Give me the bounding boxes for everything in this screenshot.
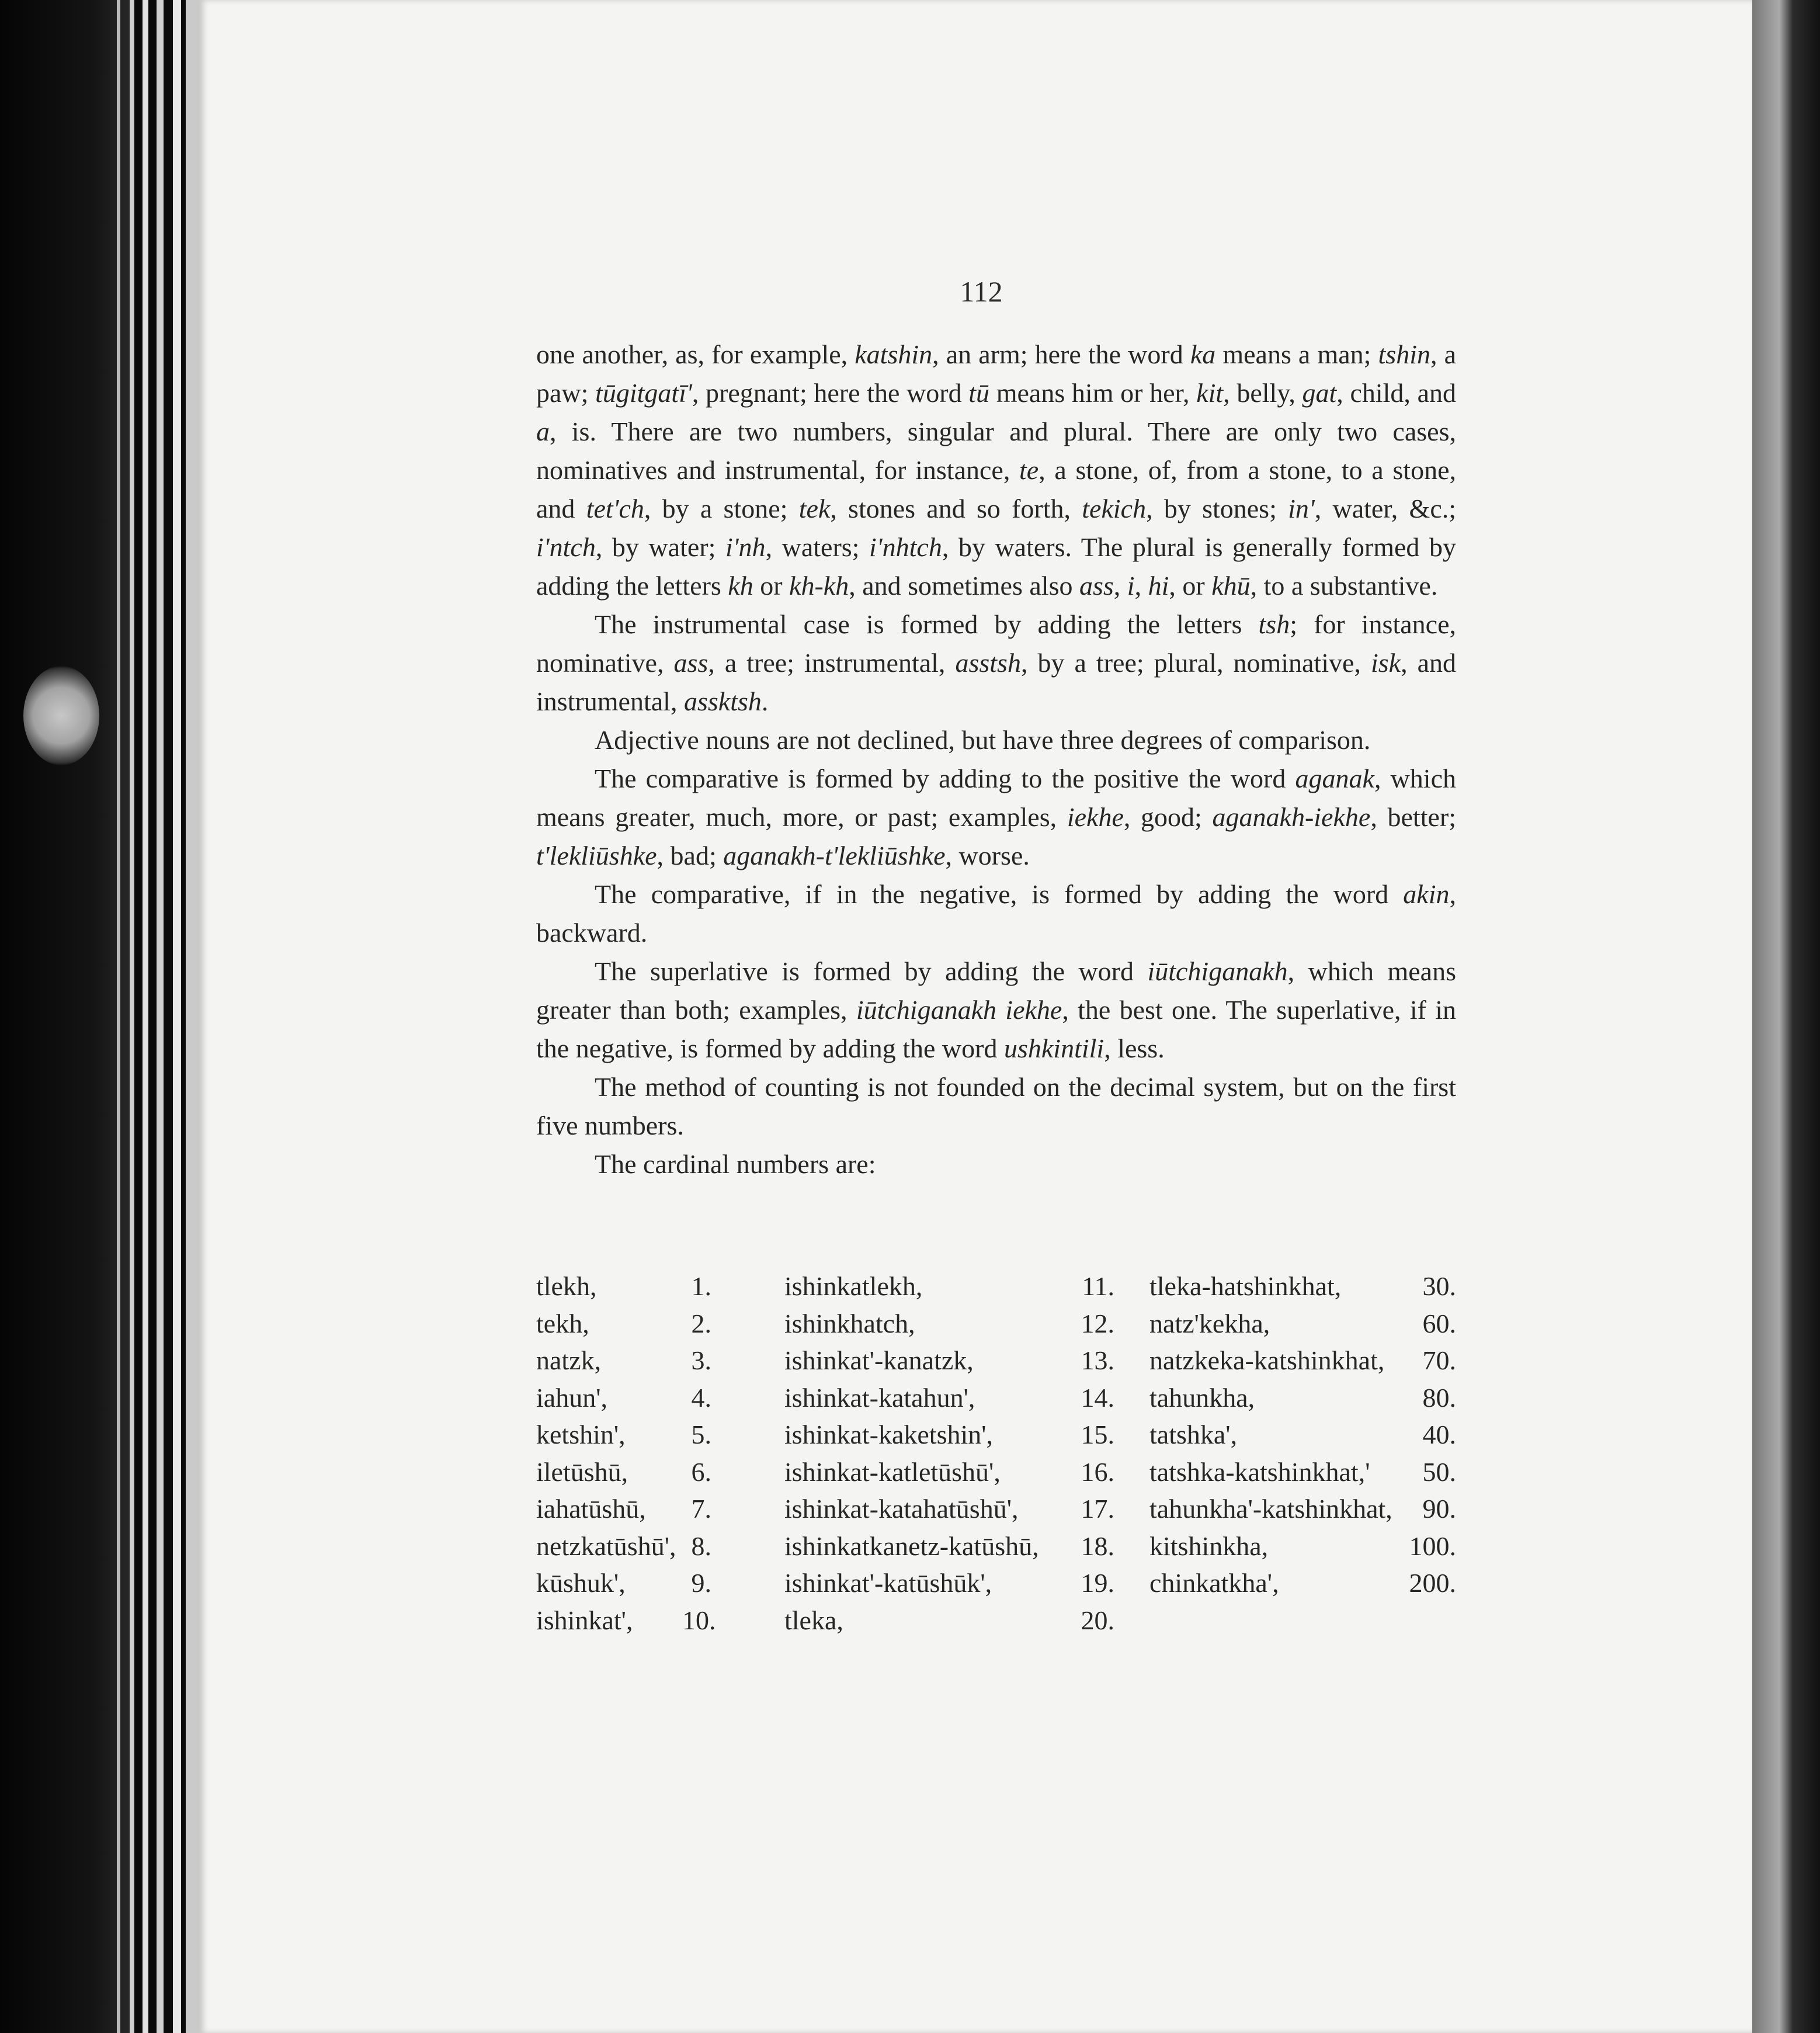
italic-term: i'ntch [536, 532, 596, 562]
text-run: , or [1169, 571, 1212, 601]
text-run: The comparative is formed by adding to the positive the word [595, 764, 1295, 793]
number-word: ishinkatkanetz-katūshū, [784, 1531, 1039, 1561]
text-run: means a man; [1215, 339, 1378, 369]
italic-term: asstsh [955, 648, 1021, 678]
number-value: 2. [691, 1308, 711, 1338]
text-run: The instrumental case is formed by adding the letters [595, 609, 1259, 639]
italic-term: te [1019, 455, 1039, 485]
italic-term: iūtchiganakh [1147, 956, 1288, 986]
paragraph [536, 335, 1456, 605]
text-run: one another, as, for example, [536, 339, 855, 369]
italic-term: ushkintili [1003, 1033, 1104, 1063]
italic-term: khū [1211, 571, 1251, 601]
text-run: ; for instance, nominative, [536, 609, 1456, 678]
number-value: 8. [691, 1531, 711, 1561]
cardinal-numbers-table [536, 1268, 1459, 1639]
number-value: 100. [1409, 1531, 1456, 1561]
text-run: , which means greater, much, more, or past; examples, [536, 764, 1456, 832]
number-word: ishinkat-katahatūshū', [784, 1494, 1019, 1524]
page-fringe [117, 0, 120, 2033]
text-run: Adjective nouns are not declined, but have three degrees of comparison. [595, 725, 1371, 755]
text-run: , worse. [945, 841, 1030, 870]
number-word: ishinkat-katletūshū', [784, 1456, 1001, 1487]
text-run: , bad; [657, 841, 724, 870]
italic-term: akin [1403, 879, 1450, 909]
text-run: means him or her, [989, 378, 1197, 408]
italic-term: tek [798, 494, 831, 523]
number-word: natzk, [536, 1345, 602, 1375]
italic-term: assktsh [683, 686, 762, 716]
number-word: chinkatkha', [1149, 1568, 1279, 1598]
paper-stain [23, 666, 99, 765]
italic-term: tshin [1378, 339, 1430, 369]
number-row [536, 1528, 1459, 1565]
text-run: The method of counting is not founded on the decimal system, but on the first five numbers. [536, 1072, 1456, 1140]
number-word: kitshinkha, [1149, 1531, 1269, 1561]
paragraph [536, 721, 1456, 759]
page-fringe [157, 0, 164, 2033]
text-run: , better; [1370, 802, 1456, 832]
text-run: , a stone, of, from a stone, to a stone, and [536, 455, 1457, 523]
number-value: 3. [691, 1345, 711, 1375]
number-word: ishinkat-katahun', [784, 1382, 975, 1413]
page-fringe [143, 0, 148, 2033]
text-run: , and sometimes also [849, 571, 1079, 601]
italic-term: kh [728, 571, 753, 601]
text-run: , a paw; [536, 339, 1456, 408]
italic-term: aganakh-t'lekliūshke [723, 841, 946, 870]
number-word: tatshka-katshinkhat,' [1149, 1456, 1370, 1487]
number-value: 19. [1081, 1568, 1114, 1598]
number-row [536, 1305, 1459, 1342]
number-word: ishinkat'-kanatzk, [784, 1345, 974, 1375]
text-run: , and instrumental, [536, 648, 1456, 716]
text-run: , waters; [765, 532, 870, 562]
body-text [536, 335, 1456, 1184]
number-value: 10. [682, 1605, 716, 1635]
italic-term: isk [1370, 648, 1401, 678]
number-row [536, 1490, 1459, 1528]
number-word: natzkeka-katshinkhat, [1149, 1345, 1385, 1375]
text-run: , stones and so forth, [830, 494, 1082, 523]
number-value: 13. [1081, 1345, 1114, 1375]
italic-term: tū [968, 378, 990, 408]
text-run: The cardinal numbers are: [595, 1149, 876, 1179]
number-row [536, 1453, 1459, 1491]
number-value: 4. [691, 1382, 711, 1413]
italic-term: aganak [1295, 764, 1374, 793]
number-word: tleka-hatshinkhat, [1149, 1271, 1342, 1301]
text-run: , belly, [1223, 378, 1303, 408]
page-fringe [130, 0, 134, 2033]
number-word: iahatūshū, [536, 1494, 646, 1524]
paragraph [536, 952, 1456, 1068]
number-value: 18. [1081, 1531, 1114, 1561]
number-word: tleka, [784, 1605, 843, 1635]
number-row [536, 1416, 1459, 1453]
number-word: tekh, [536, 1308, 589, 1338]
number-value: 20. [1081, 1605, 1114, 1635]
number-value: 60. [1422, 1308, 1456, 1338]
number-value: 50. [1422, 1456, 1456, 1487]
number-word: tahunkha'-katshinkhat, [1149, 1494, 1392, 1524]
italic-term: iekhe [1067, 802, 1124, 832]
text-run: , by a tree; plural, nominative, [1020, 648, 1371, 678]
italic-term: katshin [855, 339, 933, 369]
text-run: , by water; [595, 532, 725, 562]
number-value: 80. [1422, 1382, 1456, 1413]
facing-page-edge [1752, 0, 1820, 2033]
number-word: tlekh, [536, 1271, 597, 1301]
number-value: 40. [1422, 1420, 1456, 1449]
number-word: ishinkatlekh, [784, 1271, 923, 1301]
text-run: , a tree; instrumental, [708, 648, 956, 678]
text-run: , backward. [536, 879, 1456, 948]
italic-term: t'lekliūshke [536, 841, 657, 870]
number-row [536, 1268, 1459, 1305]
italic-term: i'nhtch [869, 532, 942, 562]
text-run: , which means greater than both; examples, [536, 956, 1456, 1025]
italic-term: iūtchiganakh iekhe [856, 995, 1062, 1025]
text-run: or [753, 571, 790, 601]
number-word: natz'kekha, [1149, 1308, 1270, 1338]
paragraph [536, 1145, 1456, 1184]
italic-term: i'nh [725, 532, 766, 562]
paragraph [536, 605, 1456, 721]
number-word: ishinkat'-katūshūk', [784, 1568, 992, 1598]
italic-term: tekich [1082, 494, 1147, 523]
page-fringe [173, 0, 181, 2033]
text-run: , pregnant; here the word [692, 378, 969, 408]
italic-term: a [536, 417, 550, 446]
paragraph [536, 875, 1456, 952]
number-word: iletūshū, [536, 1456, 628, 1487]
number-value: 1. [691, 1271, 711, 1301]
page-fringe [186, 0, 199, 2033]
number-value: 16. [1081, 1456, 1114, 1487]
italic-term: ka [1190, 339, 1216, 369]
number-word: ishinkhatch, [784, 1308, 915, 1338]
text-run: , [1134, 571, 1148, 601]
number-value: 30. [1422, 1271, 1456, 1301]
italic-term: gat [1302, 378, 1337, 408]
number-value: 12. [1081, 1308, 1114, 1338]
number-row [536, 1342, 1459, 1379]
text-run: The superlative is formed by adding the word [595, 956, 1148, 986]
italic-term: in' [1288, 494, 1315, 523]
italic-term: ass [1079, 571, 1114, 601]
text-run: , to a substantive. [1250, 571, 1438, 601]
number-word: tahunkha, [1149, 1382, 1255, 1413]
number-word: kūshuk', [536, 1568, 626, 1598]
number-word: tatshka', [1149, 1420, 1238, 1449]
italic-term: aganakh-iekhe [1212, 802, 1371, 832]
number-value: 5. [691, 1420, 711, 1449]
number-value: 14. [1081, 1382, 1114, 1413]
text-run: , child, and [1336, 378, 1457, 408]
text-run: , good; [1123, 802, 1213, 832]
number-word: iahun', [536, 1382, 607, 1413]
number-word: ishinkat-kaketshin', [784, 1420, 994, 1449]
italic-term: kit [1196, 378, 1224, 408]
italic-term: i [1127, 571, 1135, 601]
number-row [536, 1602, 1459, 1639]
book-binding-edge [0, 0, 134, 2033]
italic-term: kh-kh [789, 571, 849, 601]
number-value: 17. [1081, 1494, 1114, 1524]
italic-term: tūgitgatī' [595, 378, 692, 408]
number-value: 6. [691, 1456, 711, 1487]
number-word: netzkatūshū', [536, 1531, 676, 1561]
text-run: , [1113, 571, 1127, 601]
number-word: ketshin', [536, 1420, 626, 1449]
text-run: , by stones; [1146, 494, 1288, 523]
number-value: 90. [1422, 1494, 1456, 1524]
text-run: The comparative, if in the negative, is formed by adding the word [595, 879, 1404, 909]
text-run: , by a stone; [644, 494, 799, 523]
number-word: ishinkat', [536, 1605, 633, 1635]
number-row [536, 1379, 1459, 1417]
text-run: , water, &c.; [1314, 494, 1457, 523]
page-number: 112 [960, 275, 1003, 308]
italic-term: hi [1148, 571, 1169, 601]
italic-term: tet'ch [586, 494, 644, 523]
text-run: , an arm; here the word [932, 339, 1190, 369]
number-value: 11. [1082, 1271, 1114, 1301]
number-row [536, 1564, 1459, 1602]
paragraph [536, 759, 1456, 875]
text-run: , is. There are two numbers, singular and plural. There are only two cases, nominatives and instrumental, for instance, [536, 417, 1456, 485]
number-value: 9. [691, 1568, 711, 1598]
text-run: , by waters. The plural is generally formed by adding the letters [536, 532, 1456, 601]
paragraph [536, 1068, 1456, 1145]
number-value: 200. [1409, 1568, 1456, 1598]
text-run: , the best one. The superlative, if in the negative, is formed by adding the word [536, 995, 1457, 1063]
italic-term: ass [673, 648, 708, 678]
text-run: . [761, 686, 769, 716]
text-run: , less. [1104, 1033, 1165, 1063]
italic-term: tsh [1258, 609, 1290, 639]
number-value: 15. [1081, 1420, 1114, 1449]
number-value: 70. [1422, 1345, 1456, 1375]
number-value: 7. [691, 1494, 711, 1524]
